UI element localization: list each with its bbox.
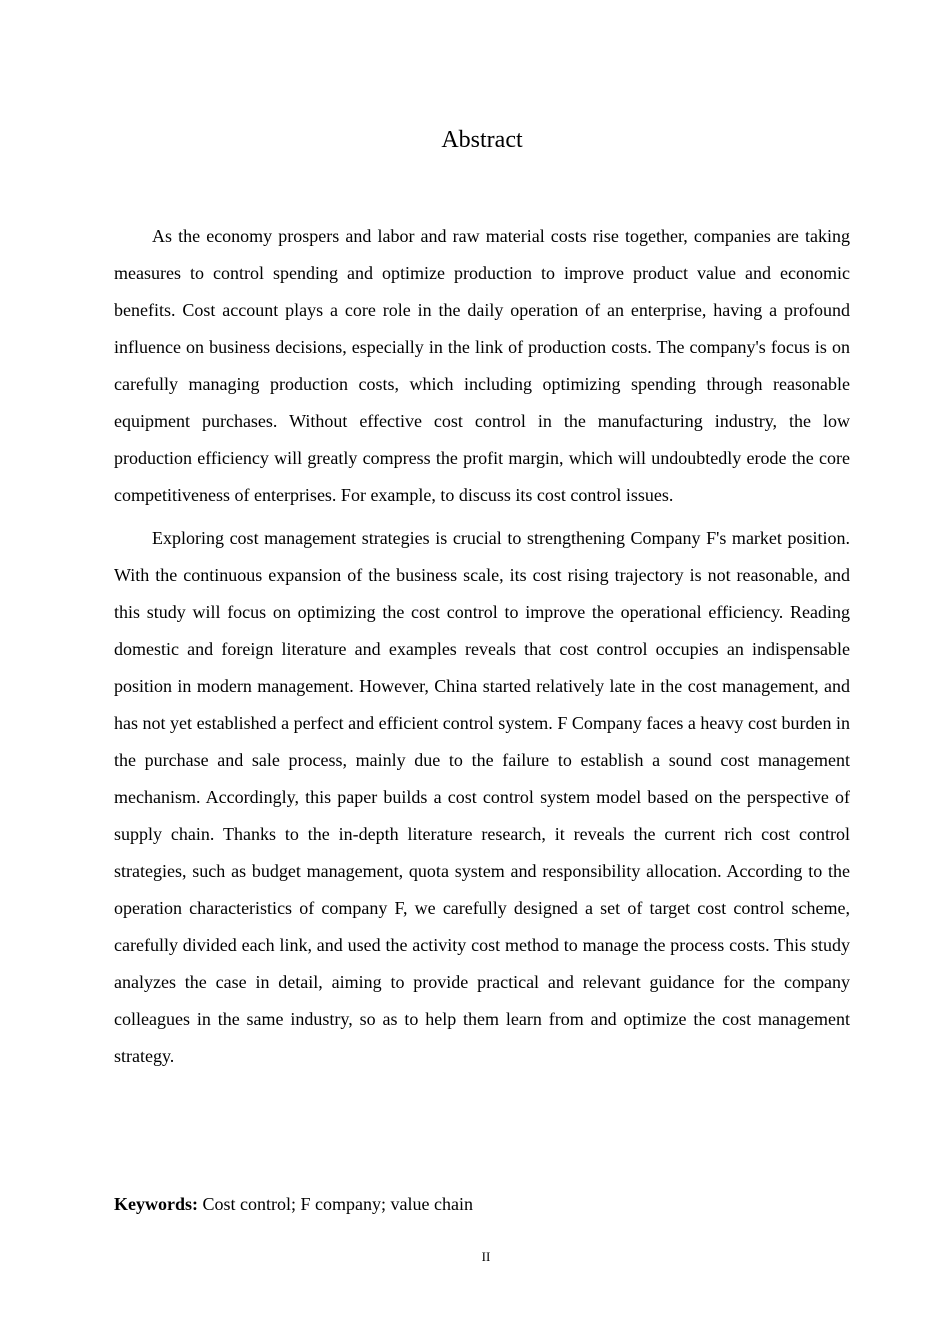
page-number: II <box>481 1249 491 1264</box>
keywords-label: Keywords: <box>114 1194 198 1214</box>
abstract-body <box>114 218 850 1075</box>
keywords-text: Cost control; F company; value chain <box>198 1194 473 1214</box>
abstract-title: Abstract <box>441 127 523 153</box>
abstract-paragraph-2: Exploring cost management strategies is crucial to strengthening Company F's market position. With the continuous expansion of the business scale, its cost rising trajectory is not reasonable, and this study will focus on optimizing the cost control to improve the operational efficiency. Reading domestic and foreign literature and examples reveals that cost control occupies an indispensable position in modern management. However, China started relatively late in the cost management, and has not yet established a perfect and efficient control system. F Company faces a heavy cost burden in the purchase and sale process, mainly due to the failure to establish a sound cost management mechanism. Accordingly, this paper builds a cost control system model based on the perspective of supply chain. Thanks to the in-depth literature research, it reveals the current rich cost control strategies, such as budget management, quota system and responsibility allocation. According to the operation characteristics of company F, we carefully designed a set of target cost control scheme, carefully divided each link, and used the activity cost method to manage the process costs. This study analyzes the case in detail, aiming to provide practical and relevant guidance for the company colleagues in the same industry, so as to help them learn from and optimize the cost management strategy. <box>114 528 850 1066</box>
keywords-line <box>114 1189 473 1219</box>
abstract-paragraph-1: As the economy prospers and labor and raw material costs rise together, companies are taking measures to control spending and optimize production to improve product value and economic benefits. Cost account plays a core role in the daily operation of an enterprise, having a profound influence on business decisions, especially in the link of production costs. The company's focus is on carefully managing production costs, which including optimizing spending through reasonable equipment purchases. Without effective cost control in the manufacturing industry, the low production efficiency will greatly compress the profit margin, which will undoubtedly erode the core competitiveness of enterprises. For example, to discuss its cost control issues. <box>114 226 850 505</box>
